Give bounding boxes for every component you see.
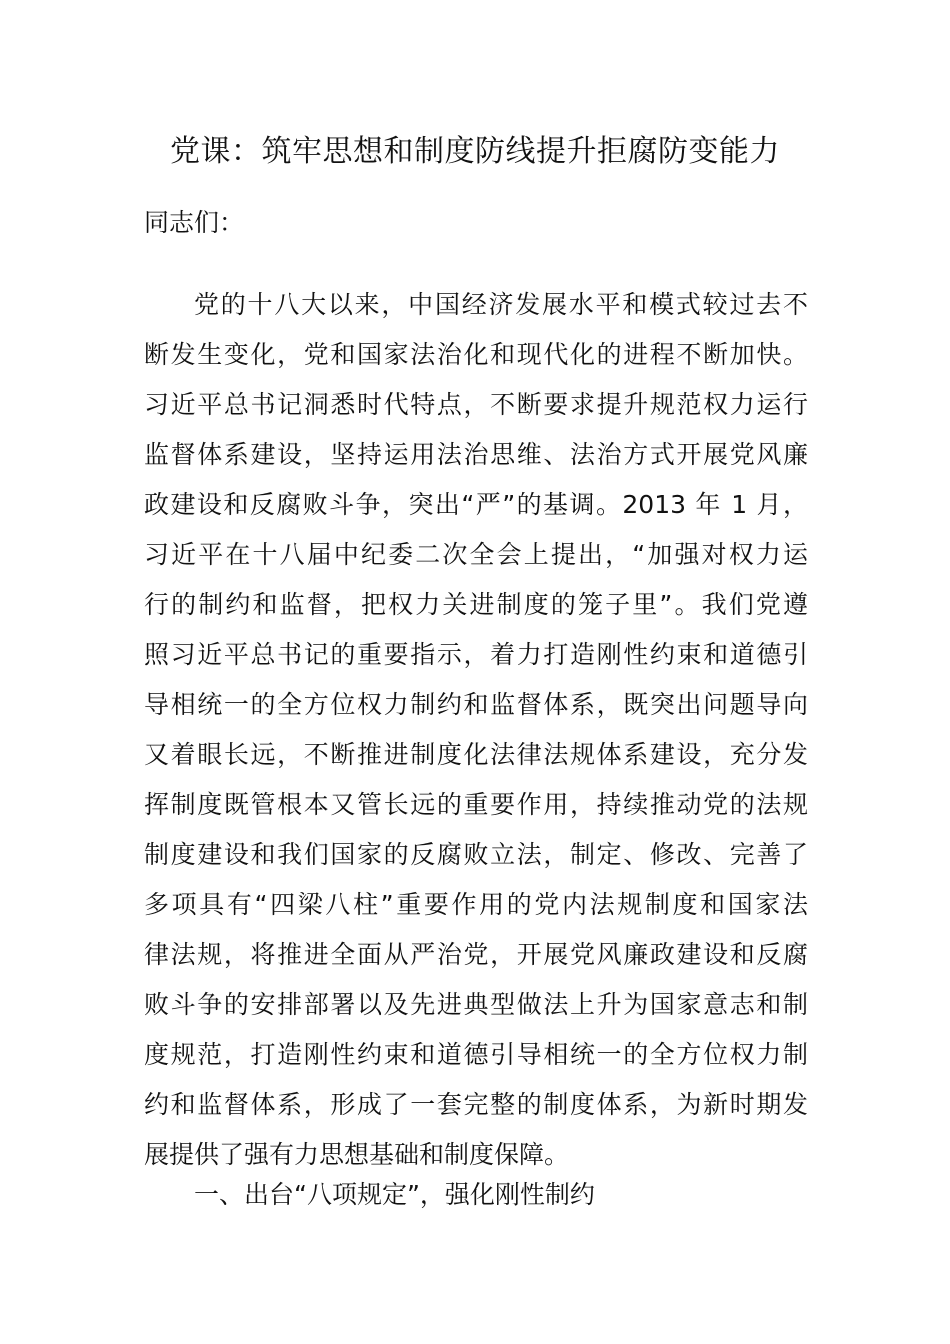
paragraph-line: 习近平总书记洞悉时代特点，不断要求提升规范权力运行: [144, 390, 808, 419]
paragraph-line: 监督体系建设，坚持运用法治思维、法治方式开展党风廉: [144, 440, 808, 469]
salutation: 同志们：: [144, 208, 245, 237]
document-title: 党课：筑牢思想和制度防线提升拒腐防变能力: [170, 134, 780, 169]
section-heading: 一、出台“八项规定”，强化刚性制约: [194, 1180, 595, 1209]
paragraph-line: 多项具有“四梁八柱”重要作用的党内法规制度和国家法: [144, 890, 808, 919]
paragraph-line: 习近平在十八届中纪委二次全会上提出，“加强对权力运: [144, 540, 808, 569]
paragraph-line: 政建设和反腐败斗争，突出“严”的基调。2013 年 1 月，: [144, 490, 808, 519]
paragraph-line: 行的制约和监督，把权力关进制度的笼子里”。我们党遵: [144, 590, 808, 619]
paragraph-line: 展提供了强有力思想基础和制度保障。: [144, 1140, 570, 1169]
body-paragraph: [144, 280, 808, 1180]
paragraph-line: 照习近平总书记的重要指示，着力打造刚性约束和道德引: [144, 640, 808, 669]
paragraph-line: 败斗争的安排部署以及先进典型做法上升为国家意志和制: [144, 990, 808, 1019]
paragraph-line: 断发生变化，党和国家法治化和现代化的进程不断加快。: [144, 340, 808, 369]
paragraph-line: 约和监督体系，形成了一套完整的制度体系，为新时期发: [144, 1090, 808, 1119]
paragraph-line: 挥制度既管根本又管长远的重要作用，持续推动党的法规: [144, 790, 808, 819]
paragraph-line: 导相统一的全方位权力制约和监督体系，既突出问题导向: [144, 690, 808, 719]
paragraph-line: 又着眼长远，不断推进制度化法律法规体系建设，充分发: [144, 740, 808, 769]
paragraph-line: 制度建设和我们国家的反腐败立法，制定、修改、完善了: [144, 840, 808, 869]
paragraph-line: 度规范，打造刚性约束和道德引导相统一的全方位权力制: [144, 1040, 808, 1069]
paragraph-line: 律法规，将推进全面从严治党，开展党风廉政建设和反腐: [144, 940, 808, 969]
paragraph-line: 党的十八大以来，中国经济发展水平和模式较过去不: [194, 290, 808, 319]
